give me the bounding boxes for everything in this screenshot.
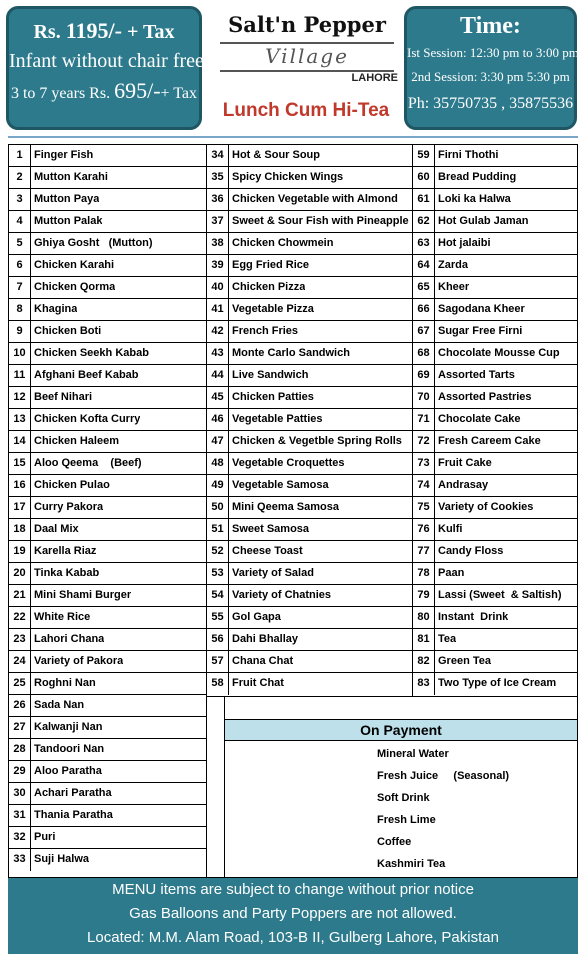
infant-note: Infant without chair free [9,50,204,72]
menu-item-name: Assorted Pastries [438,391,532,403]
menu-item-number: 58 [207,673,229,695]
menu-item-number: 9 [9,321,31,342]
menu-row [413,277,577,299]
footer-notice: MENU items are subject to change without prior notice [112,881,474,898]
on-payment-item: Coffee [377,836,412,848]
page-subtitle: Lunch Cum Hi-Tea [222,100,390,121]
menu-item-number: 3 [9,189,31,210]
menu-item-number: 4 [9,211,31,232]
menu-item-number: 55 [207,607,229,628]
menu-item-number: 31 [9,805,31,826]
menu-item-name: Chicken Patties [232,391,314,403]
menu-item-number: 32 [9,827,31,848]
menu-item-name: Instant Drink [438,611,509,623]
menu-row [9,365,206,387]
adult-price-prefix: Rs. [33,21,61,43]
menu-row [9,519,206,541]
menu-item-name: Sagodana Kheer [438,303,525,315]
menu-item-name: Vegetable Croquettes [232,457,345,469]
menu-row [413,431,577,453]
menu-item-number: 42 [207,321,229,342]
menu-item-number: 77 [413,541,435,562]
menu-row [9,673,206,695]
menu-row [207,409,412,431]
menu-item-name: Aloo Qeema (Beef) [34,457,142,469]
menu-item-number: 68 [413,343,435,364]
menu-item-name: Khagina [34,303,78,315]
menu-item-name: Chicken & Vegetble Spring Rolls [232,435,402,447]
menu-item-number: 46 [207,409,229,430]
menu-row [413,475,577,497]
menu-item-name: Zarda [438,259,468,271]
phone-numbers: Ph: 35750735 , 35875536 [407,95,574,112]
menu-item-name: Chicken Seekh Kabab [34,347,149,359]
menu-item-name: Chicken Pulao [34,479,110,491]
menu-item-name: Andrasay [438,479,489,491]
menu-column-2 [207,145,413,696]
menu-item-number: 17 [9,497,31,518]
price-box [6,6,202,130]
menu-row [9,849,206,871]
menu-row [413,321,577,343]
menu-row [9,431,206,453]
menu-row [9,277,206,299]
on-payment-item: Fresh Lime [377,814,436,826]
menu-row [207,277,412,299]
menu-item-number: 13 [9,409,31,430]
menu-item-number: 63 [413,233,435,254]
menu-row [9,717,206,739]
menu-item-number: 48 [207,453,229,474]
menu-item-name: Fruit Chat [232,677,284,689]
on-payment-list [377,743,577,875]
menu-item-number: 74 [413,475,435,496]
menu-row [9,387,206,409]
menu-item-name: Vegetable Pizza [232,303,314,315]
menu-item-number: 66 [413,299,435,320]
menu-item-number: 10 [9,343,31,364]
menu-item-number: 19 [9,541,31,562]
menu-item-number: 76 [413,519,435,540]
menu-item-name: Variety of Salad [232,567,314,579]
menu-item-number: 60 [413,167,435,188]
menu-row [413,497,577,519]
menu-item-number: 34 [207,145,229,166]
menu-item-name: Kheer [438,281,470,293]
menu-row [207,255,412,277]
menu-item-name: Chicken Haleem [34,435,119,447]
menu-item-name: Mutton Karahi [34,171,108,183]
menu-item-name: Ghiya Gosht (Mutton) [34,237,153,249]
menu-item-name: Bread Pudding [438,171,517,183]
menu-row [413,387,577,409]
menu-item-number: 50 [207,497,229,518]
time-box [404,6,577,130]
menu-item-number: 20 [9,563,31,584]
on-payment-section [207,696,577,877]
menu-item-number: 75 [413,497,435,518]
menu-row [413,167,577,189]
menu-row [413,673,577,695]
child-price [9,76,199,109]
menu-row [207,233,412,255]
menu-row [9,321,206,343]
menu-item-number: 37 [207,211,229,232]
menu-item-name: Puri [34,831,56,843]
menu-item-number: 70 [413,387,435,408]
menu-item-name: Kalwanji Nan [34,721,103,733]
logo-sub: Village [265,44,349,68]
menu-item-number: 14 [9,431,31,452]
footer-banner [8,878,578,954]
menu-item-name: Vegetable Samosa [232,479,329,491]
child-price-amount: 695/- [114,78,161,103]
menu-column-3 [413,145,577,696]
menu-item-name: Tandoori Nan [34,743,105,755]
menu-item-number: 56 [207,629,229,650]
menu-item-name: Candy Floss [438,545,504,557]
menu-item-number: 54 [207,585,229,606]
menu-item-name: Roghni Nan [34,677,96,689]
menu-row [207,167,412,189]
menu-item-number: 41 [207,299,229,320]
menu-item-name: Tea [438,633,457,645]
menu-row [207,585,412,607]
menu-row [413,233,577,255]
menu-item-number: 45 [207,387,229,408]
menu-row [413,519,577,541]
menu-item-name: Achari Paratha [34,787,112,799]
menu-item-name: Hot jalaibi [438,237,491,249]
menu-row [9,739,206,761]
menu-item-number: 21 [9,585,31,606]
menu-item-number: 51 [207,519,229,540]
menu-item-name: Aloo Paratha [34,765,102,777]
menu-item-number: 28 [9,739,31,760]
menu-item-name: Spicy Chicken Wings [232,171,344,183]
menu-item-number: 12 [9,387,31,408]
menu-item-name: Sweet Samosa [232,523,310,535]
menu-item-number: 59 [413,145,435,166]
session-2: 2nd Session: 3:30 pm 5:30 pm [411,69,570,84]
logo-brand: Salt'n Pepper [228,12,386,37]
menu-column-1 [9,145,207,877]
menu-row [207,673,412,695]
menu-row [9,607,206,629]
menu-item-number: 15 [9,453,31,474]
menu-item-number: 18 [9,519,31,540]
menu-item-name: Assorted Tarts [438,369,515,381]
menu-item-name: Tinka Kabab [34,567,100,579]
menu-item-number: 47 [207,431,229,452]
menu-row [413,409,577,431]
on-payment-item: Kashmiri Tea [377,858,446,870]
menu-row [413,255,577,277]
menu-row [207,497,412,519]
menu-row [413,585,577,607]
menu-item-name: Vegetable Patties [232,413,323,425]
adult-price-suffix: + Tax [126,21,175,43]
menu-item-name: Chana Chat [232,655,294,667]
menu-item-name: Sada Nan [34,699,85,711]
adult-price [9,17,199,46]
menu-item-name: Live Sandwich [232,369,309,381]
menu-item-number: 30 [9,783,31,804]
menu-item-name: Hot Gulab Jaman [438,215,529,227]
menu-item-name: Daal Mix [34,523,79,535]
menu-item-number: 27 [9,717,31,738]
menu-item-name: Chicken Kofta Curry [34,413,141,425]
menu-row [413,541,577,563]
menu-row [413,563,577,585]
menu-item-name: Beef Nihari [34,391,93,403]
menu-item-name: Mutton Paya [34,193,100,205]
menu-item-name: Egg Fried Rice [232,259,310,271]
menu-item-name: Loki ka Halwa [438,193,511,205]
menu-row [9,761,206,783]
menu-row [9,585,206,607]
menu-row [207,453,412,475]
menu-row [413,629,577,651]
menu-row [413,453,577,475]
menu-item-number: 79 [413,585,435,606]
menu-item-number: 24 [9,651,31,672]
menu-item-number: 25 [9,673,31,694]
menu-item-name: Firni Thothi [438,149,499,161]
menu-item-number: 83 [413,673,435,695]
menu-row [413,607,577,629]
menu-row [9,563,206,585]
menu-item-number: 6 [9,255,31,276]
menu-item-name: Chicken Chowmein [232,237,334,249]
menu-item-name: Sweet & Sour Fish with Pineapple [232,215,409,227]
menu-item-number: 2 [9,167,31,188]
menu-item-name: Fresh Careem Cake [438,435,541,447]
menu-row [9,629,206,651]
menu-item-name: Dahi Bhallay [232,633,299,645]
header-divider [8,136,578,138]
menu-item-name: Finger Fish [34,149,94,161]
menu-row [207,145,412,167]
menu-item-name: Variety of Chatnies [232,589,332,601]
menu-row [9,211,206,233]
blank-cell [207,697,225,878]
menu-row [413,145,577,167]
menu-item-name: French Fries [232,325,299,337]
menu-item-number: 29 [9,761,31,782]
menu-item-number: 69 [413,365,435,386]
menu-row [207,431,412,453]
menu-item-number: 61 [413,189,435,210]
restaurant-logo [214,12,400,92]
menu-row [207,343,412,365]
menu-row [207,475,412,497]
menu-row [9,827,206,849]
menu-row [9,475,206,497]
menu-item-name: Thania Paratha [34,809,113,821]
menu-row [9,167,206,189]
menu-item-number: 44 [207,365,229,386]
menu-item-number: 1 [9,145,31,166]
menu-row [413,343,577,365]
footer-rule: Gas Balloons and Party Poppers are not allowed. [129,905,457,922]
menu-item-number: 73 [413,453,435,474]
session-1: Ist Session: 12:30 pm to 3:00 pm [407,45,579,60]
menu-item-number: 71 [413,409,435,430]
menu-row [9,651,206,673]
menu-item-number: 16 [9,475,31,496]
menu-item-number: 33 [9,849,31,871]
menu-item-number: 57 [207,651,229,672]
menu-item-name: Chicken Karahi [34,259,115,271]
menu-row [207,519,412,541]
menu-row [9,695,206,717]
menu-row [9,145,206,167]
menu-row [413,189,577,211]
time-title: Time: [460,13,521,39]
menu-item-number: 38 [207,233,229,254]
on-payment-item: Fresh Juice (Seasonal) [377,770,510,782]
menu-item-name: Fruit Cake [438,457,492,469]
logo-city: LAHORE [351,72,398,84]
menu-item-name: Variety of Pakora [34,655,124,667]
menu-item-number: 22 [9,607,31,628]
menu-row [9,409,206,431]
menu-item-name: Chicken Boti [34,325,102,337]
menu-row [9,497,206,519]
menu-item-name: Monte Carlo Sandwich [232,347,350,359]
menu-row [207,387,412,409]
menu-item-number: 65 [413,277,435,298]
menu-item-number: 40 [207,277,229,298]
menu-item-name: Chicken Vegetable with Almond [232,193,398,205]
menu-row [207,211,412,233]
menu-item-name: Variety of Cookies [438,501,534,513]
menu-row [207,365,412,387]
on-payment-item: Soft Drink [377,792,430,804]
on-payment-heading: On Payment [225,719,577,741]
menu-row [207,651,412,673]
menu-row [207,299,412,321]
menu-item-name: Chocolate Cake [438,413,521,425]
menu-item-number: 80 [413,607,435,628]
menu-item-name: Paan [438,567,465,579]
menu-item-name: Lahori Chana [34,633,105,645]
menu-item-number: 7 [9,277,31,298]
on-payment-item: Mineral Water [377,748,449,760]
menu-item-name: Gol Gapa [232,611,281,623]
menu-row [207,189,412,211]
menu-item-number: 8 [9,299,31,320]
menu-item-number: 53 [207,563,229,584]
menu-item-number: 35 [207,167,229,188]
menu-item-number: 5 [9,233,31,254]
menu-row [207,541,412,563]
footer-location: Located: M.M. Alam Road, 103-B II, Gulberg Lahore, Pakistan [87,929,499,946]
menu-item-name: Chicken Pizza [232,281,306,293]
menu-item-name: Two Type of Ice Cream [438,677,557,689]
menu-row [413,211,577,233]
menu-item-name: Karella Riaz [34,545,97,557]
menu-item-name: Cheese Toast [232,545,303,557]
menu-row [9,299,206,321]
menu-item-name: Mutton Palak [34,215,103,227]
menu-item-name: Curry Pakora [34,501,104,513]
menu-item-name: Lassi (Sweet & Saltish) [438,589,562,601]
menu-item-name: Chicken Qorma [34,281,116,293]
menu-item-name: Hot & Sour Soup [232,149,320,161]
child-price-suffix: + Tax [160,85,198,102]
menu-item-name: Kulfi [438,523,463,535]
menu-item-name: Mini Shami Burger [34,589,132,601]
menu-item-number: 72 [413,431,435,452]
menu-item-number: 67 [413,321,435,342]
menu-item-number: 26 [9,695,31,716]
menu-row [9,233,206,255]
menu-row [9,805,206,827]
menu-row [9,783,206,805]
menu-item-number: 82 [413,651,435,672]
menu-item-name: Mini Qeema Samosa [232,501,339,513]
menu-row [9,453,206,475]
menu-item-number: 23 [9,629,31,650]
menu-row [9,343,206,365]
menu-item-number: 62 [413,211,435,232]
menu-item-number: 64 [413,255,435,276]
menu-item-number: 81 [413,629,435,650]
child-price-prefix: 3 to 7 years Rs. [10,85,111,102]
menu-item-number: 52 [207,541,229,562]
menu-row [9,541,206,563]
menu-row [9,255,206,277]
menu-item-number: 49 [207,475,229,496]
menu-item-number: 11 [9,365,31,386]
menu-item-name: Afghani Beef Kabab [34,369,139,381]
menu-item-name: Chocolate Mousse Cup [438,347,560,359]
menu-item-name: Suji Halwa [34,853,90,865]
menu-item-name: White Rice [34,611,91,623]
menu-item-number: 39 [207,255,229,276]
menu-row [207,563,412,585]
adult-price-amount: 1195/- [65,18,122,43]
menu-row [9,189,206,211]
menu-item-number: 78 [413,563,435,584]
menu-item-number: 36 [207,189,229,210]
menu-row [413,651,577,673]
menu-row [413,365,577,387]
menu-row [413,299,577,321]
menu-row [207,321,412,343]
menu-row [207,629,412,651]
menu-table [8,144,578,878]
menu-item-name: Sugar Free Firni [438,325,523,337]
menu-row [207,607,412,629]
menu-item-number: 43 [207,343,229,364]
menu-item-name: Green Tea [438,655,491,667]
